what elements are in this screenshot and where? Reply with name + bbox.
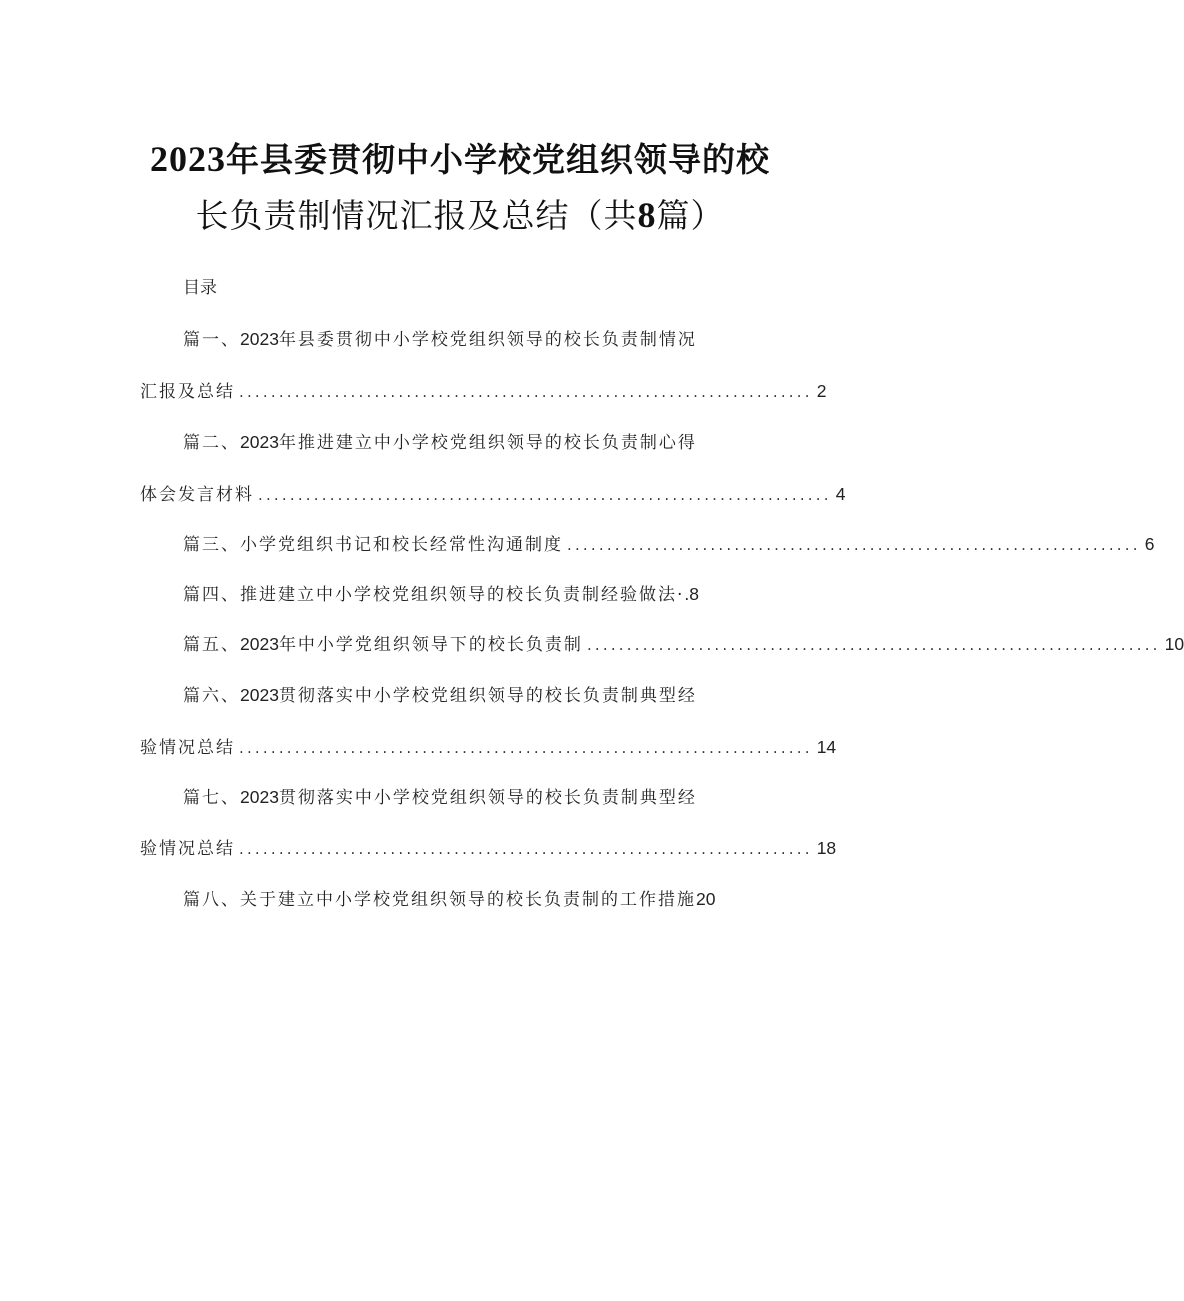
toc-entry-7-page: 18 — [816, 838, 837, 858]
toc-leader-dots: ........................................................................ — [239, 383, 813, 401]
toc-entry-1-prefix: 篇一、 — [183, 330, 240, 350]
toc-leader-dots: ........................................................................ — [567, 536, 1141, 554]
toc-entry-4[interactable] — [183, 580, 699, 605]
toc-entry-2-line-1[interactable] — [183, 428, 697, 453]
title-line-2 — [0, 190, 920, 237]
toc-entry-8-page: 20 — [696, 889, 716, 909]
toc-leader-dots: ........................................................................ — [239, 840, 813, 858]
toc-entry-1-text-cont: 汇报及总结 — [140, 382, 235, 402]
toc-entry-3[interactable] — [183, 530, 1155, 555]
toc-entry-1-line-2[interactable] — [140, 377, 827, 402]
title-line-2-pre: 长负责制情况汇报及总结（共 — [195, 196, 638, 235]
toc-entry-3-text: 篇三、小学党组织书记和校长经常性沟通制度 — [183, 535, 563, 555]
toc-entry-5-page: 10 — [1164, 634, 1184, 654]
title-line-2-post: 篇） — [656, 196, 725, 235]
toc-heading: 目录 — [183, 278, 217, 298]
toc-entry-7-line-1[interactable] — [183, 783, 697, 808]
toc-entry-2-page: 4 — [835, 484, 846, 504]
toc-entry-2-line-2[interactable] — [140, 480, 846, 505]
toc-entry-5-text — [183, 630, 583, 655]
toc-entry-6-text: 贯彻落实中小学校党组织领导的校长负责制典型经 — [278, 686, 697, 706]
toc-entry-2-year: 2023 — [240, 432, 279, 452]
toc-entry-7-prefix: 篇七、 — [183, 788, 240, 808]
toc-leader-dots: ........................................................................ — [239, 739, 813, 757]
toc-entry-2-text: 年推进建立中小学校党组织领导的校长负责制心得 — [278, 433, 697, 453]
toc-entry-6-line-1[interactable] — [183, 681, 697, 706]
toc-entry-5[interactable] — [183, 630, 1184, 655]
toc-entry-8[interactable] — [183, 885, 715, 910]
toc-entry-5-prefix: 篇五、 — [183, 635, 240, 655]
toc-entry-5-text-after: 年中小学党组织领导下的校长负责制 — [278, 635, 583, 655]
toc-entry-6-prefix: 篇六、 — [183, 686, 240, 706]
title-count: 8 — [637, 195, 657, 235]
toc-entry-6-line-2[interactable] — [140, 733, 837, 758]
title-line-1-text: 年县委贯彻中小学校党组织领导的校 — [226, 140, 770, 179]
toc-entry-4-page: .8 — [684, 584, 700, 604]
toc-entry-7-year: 2023 — [240, 787, 279, 807]
toc-leader-dots: ........................................................................ — [258, 486, 832, 504]
toc-entry-6-text-cont: 验情况总结 — [140, 738, 235, 758]
toc-entry-5-year: 2023 — [240, 634, 279, 654]
toc-leader-dots: ........................................................................ — [586, 636, 1161, 654]
toc-entry-6-page: 14 — [816, 737, 837, 757]
toc-entry-1-text: 年县委贯彻中小学校党组织领导的校长负责制情况 — [278, 330, 697, 350]
title-year: 2023 — [150, 139, 226, 179]
toc-entry-1-page: 2 — [816, 381, 827, 401]
toc-entry-7-text: 贯彻落实中小学校党组织领导的校长负责制典型经 — [278, 788, 697, 808]
toc-entry-4-text: 篇四、推进建立中小学校党组织领导的校长负责制经验做法· — [183, 585, 685, 605]
toc-entry-2-prefix: 篇二、 — [183, 433, 240, 453]
title-line-1 — [0, 134, 920, 181]
toc-entry-1-line-1[interactable] — [183, 325, 697, 350]
toc-entry-7-line-2[interactable] — [140, 834, 837, 859]
toc-entry-3-page: 6 — [1144, 534, 1155, 554]
toc-entry-1-year: 2023 — [240, 329, 279, 349]
toc-entry-2-text-cont: 体会发言材料 — [140, 485, 254, 505]
toc-entry-8-text: 篇八、关于建立中小学校党组织领导的校长负责制的工作措施 — [183, 890, 696, 910]
toc-entry-7-text-cont: 验情况总结 — [140, 839, 235, 859]
toc-entry-6-year: 2023 — [240, 685, 279, 705]
